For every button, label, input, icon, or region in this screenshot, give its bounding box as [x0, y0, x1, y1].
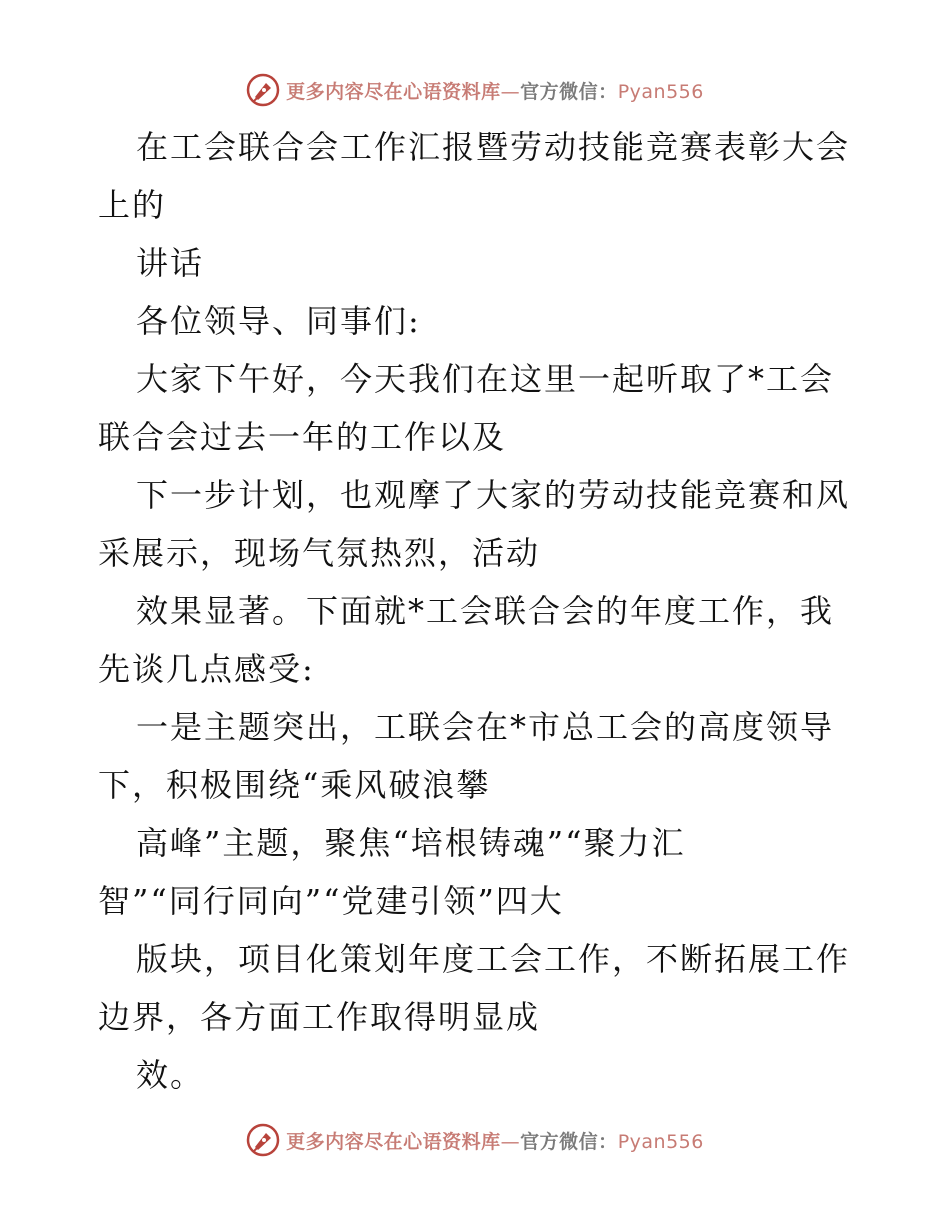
watermark-dash: —: [500, 80, 521, 103]
paragraph-line: 版块，项目化策划年度工会工作，不断拓展工作: [136, 940, 851, 978]
footer-watermark: [0, 1120, 950, 1160]
title-line-2: 上的: [98, 186, 167, 224]
paragraph-line: 下，积极围绕“乘风破浪攀: [98, 766, 491, 804]
document-body: [98, 118, 858, 1104]
paragraph-line: 先谈几点感受:: [98, 650, 315, 688]
paragraph-line: 下一步计划，也观摩了大家的劳动技能竞赛和风: [136, 476, 851, 514]
paragraph-line: 采展示，现场气氛热烈，活动: [98, 534, 541, 572]
title-line-3: 讲话: [136, 244, 205, 282]
watermark-dash: —: [500, 1130, 521, 1153]
pen-nib-icon: [246, 1123, 280, 1157]
paragraph-line: 效果显著。下面就*工会联合会的年度工作，我: [136, 592, 835, 630]
paragraph-line: 联合会过去一年的工作以及: [98, 418, 507, 456]
watermark-official-text: 官方微信：: [520, 1130, 618, 1153]
header-watermark: [0, 70, 950, 110]
paragraph-line: 效。: [136, 1056, 205, 1094]
watermark-site-text: 更多内容尽在心语资料库: [286, 80, 501, 103]
paragraph-line: 一是主题突出，工联会在*市总工会的高度领导: [136, 708, 835, 746]
watermark-site-text: 更多内容尽在心语资料库: [286, 1130, 501, 1153]
title-line-1: 在工会联合会工作汇报暨劳动技能竞赛表彰大会: [136, 128, 851, 166]
paragraph-line: 高峰”主题，聚焦“培根铸魂”“聚力汇: [136, 824, 686, 862]
watermark-wechat-id: Pyan556: [617, 80, 704, 103]
pen-nib-icon: [246, 73, 280, 107]
paragraph-line: 大家下午好，今天我们在这里一起听取了*工会: [136, 360, 835, 398]
paragraph-line: 智”“同行同向”“党建引领”四大: [98, 882, 564, 920]
paragraph-line: 边界，各方面工作取得明显成: [98, 998, 541, 1036]
watermark-wechat-id: Pyan556: [617, 1130, 704, 1153]
watermark-official-text: 官方微信：: [520, 80, 618, 103]
salutation: 各位领导、同事们:: [136, 302, 421, 340]
